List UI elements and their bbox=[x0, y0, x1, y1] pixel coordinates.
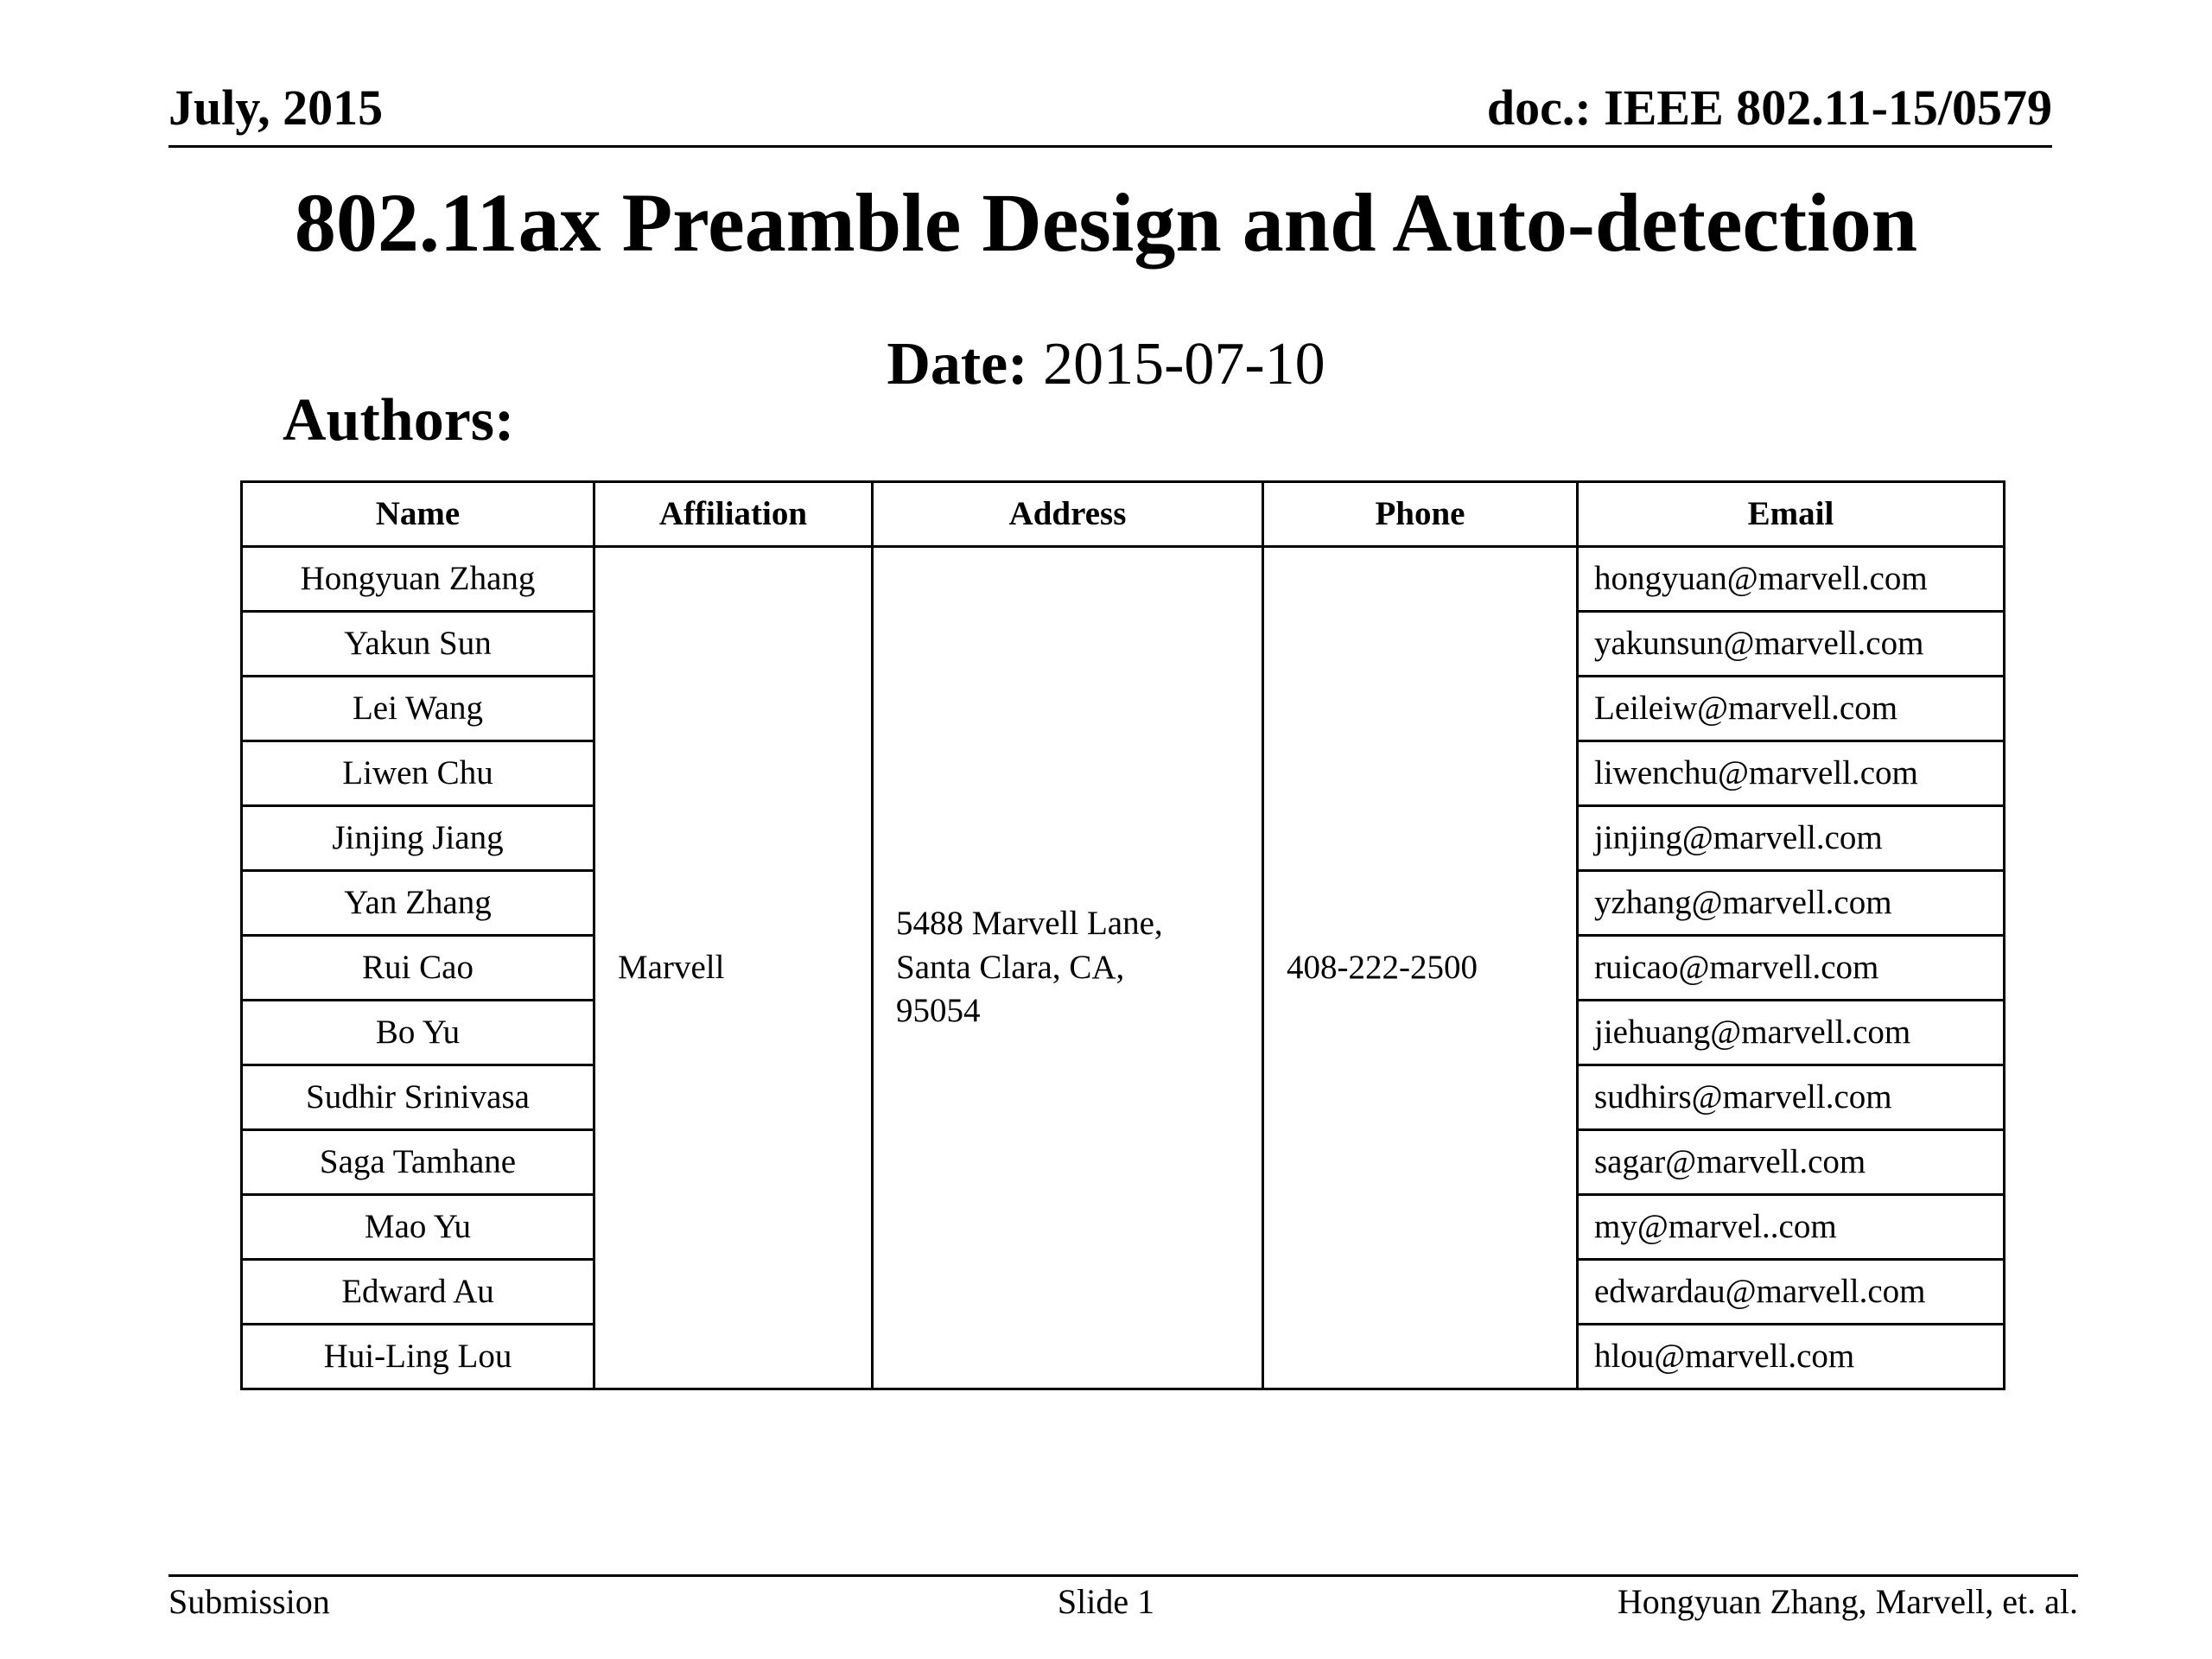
author-email: hongyuan@marvell.com bbox=[1578, 547, 2005, 612]
author-name: Hongyuan Zhang bbox=[242, 547, 594, 612]
address-cell bbox=[873, 547, 1263, 1389]
column-header-email: Email bbox=[1578, 482, 2005, 547]
author-name: Saga Tamhane bbox=[242, 1130, 594, 1195]
author-email: ruicao@marvell.com bbox=[1578, 936, 2005, 1001]
address-line: 95054 bbox=[896, 992, 981, 1030]
header-doc-id: doc.: IEEE 802.11-15/0579 bbox=[1486, 79, 2052, 136]
header-rule bbox=[168, 145, 2052, 148]
author-name: Jinjing Jiang bbox=[242, 806, 594, 871]
header-date: July, 2015 bbox=[168, 79, 384, 136]
author-name: Edward Au bbox=[242, 1260, 594, 1325]
author-email: yakunsun@marvell.com bbox=[1578, 612, 2005, 677]
author-name: Mao Yu bbox=[242, 1195, 594, 1260]
table-header-row bbox=[242, 482, 2005, 547]
authors-table bbox=[240, 480, 2005, 1390]
author-name: Yakun Sun bbox=[242, 612, 594, 677]
author-email: my@marvel..com bbox=[1578, 1195, 2005, 1260]
column-header-address: Address bbox=[873, 482, 1263, 547]
address-line: Santa Clara, CA, bbox=[896, 948, 1125, 986]
author-email: liwenchu@marvell.com bbox=[1578, 741, 2005, 806]
phone-cell: 408-222-2500 bbox=[1263, 547, 1578, 1389]
footer-submission: Submission bbox=[168, 1582, 330, 1621]
author-email: sudhirs@marvell.com bbox=[1578, 1065, 2005, 1130]
column-header-name: Name bbox=[242, 482, 594, 547]
author-name: Liwen Chu bbox=[242, 741, 594, 806]
footer-presenter: Hongyuan Zhang, Marvell, et. al. bbox=[1617, 1582, 2078, 1621]
author-name: Yan Zhang bbox=[242, 871, 594, 936]
authors-label: Authors: bbox=[283, 387, 515, 454]
author-email: hlou@marvell.com bbox=[1578, 1325, 2005, 1389]
author-email: Leileiw@marvell.com bbox=[1578, 677, 2005, 741]
footer-slide-number: Slide 1 bbox=[1057, 1582, 1155, 1621]
author-email: edwardau@marvell.com bbox=[1578, 1260, 2005, 1325]
footer-rule bbox=[168, 1574, 2078, 1577]
column-header-affiliation: Affiliation bbox=[594, 482, 873, 547]
author-email: jiehuang@marvell.com bbox=[1578, 1001, 2005, 1065]
author-name: Rui Cao bbox=[242, 936, 594, 1001]
author-email: yzhang@marvell.com bbox=[1578, 871, 2005, 936]
author-email: jinjing@marvell.com bbox=[1578, 806, 2005, 871]
author-email: sagar@marvell.com bbox=[1578, 1130, 2005, 1195]
address-line: 5488 Marvell Lane, bbox=[896, 904, 1163, 942]
slide-title: 802.11ax Preamble Design and Auto-detection bbox=[294, 176, 1918, 269]
author-name: Sudhir Srinivasa bbox=[242, 1065, 594, 1130]
affiliation-cell: Marvell bbox=[594, 547, 873, 1389]
author-name: Bo Yu bbox=[242, 1001, 594, 1065]
table-row bbox=[242, 547, 2005, 612]
date-value: 2015-07-10 bbox=[1043, 331, 1325, 397]
date-label: Date: bbox=[887, 331, 1028, 397]
column-header-phone: Phone bbox=[1263, 482, 1578, 547]
author-name: Hui-Ling Lou bbox=[242, 1325, 594, 1389]
author-name: Lei Wang bbox=[242, 677, 594, 741]
